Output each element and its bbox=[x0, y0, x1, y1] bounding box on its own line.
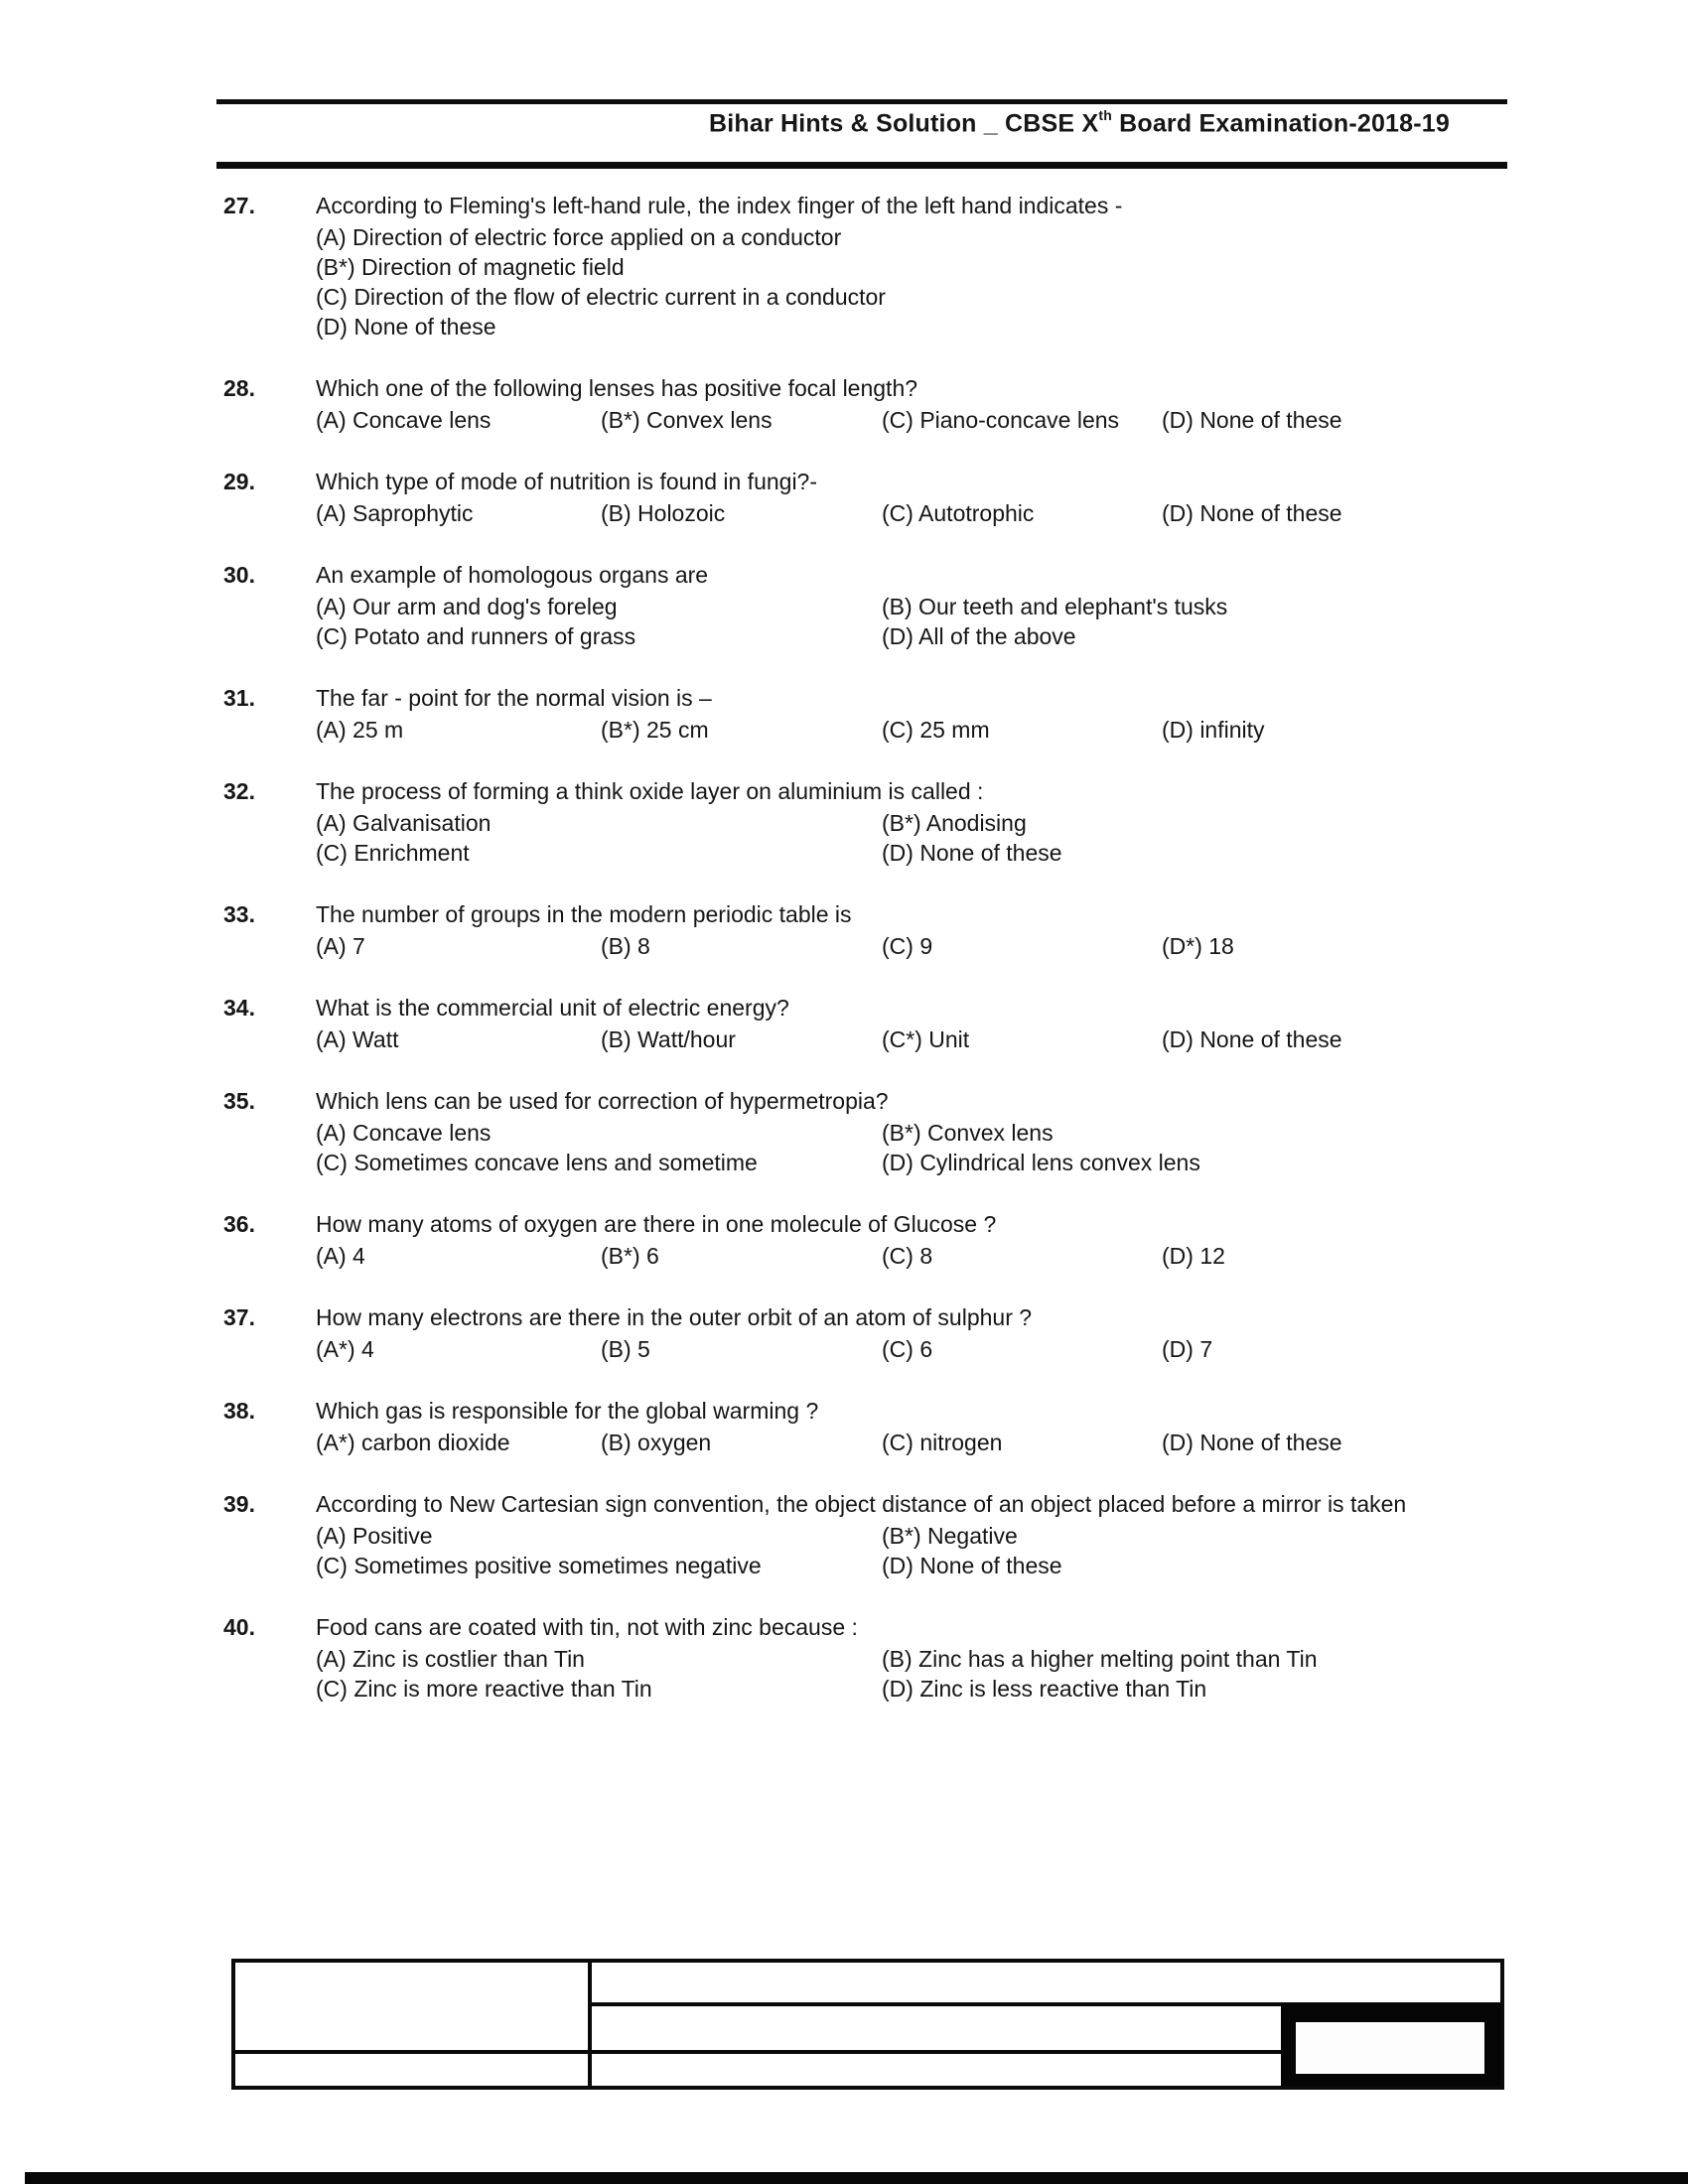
question-number: 37. bbox=[223, 1304, 255, 1330]
question-body bbox=[316, 1396, 1546, 1457]
question-body bbox=[316, 1209, 1546, 1271]
question-block bbox=[223, 899, 1546, 961]
header-rule-bottom bbox=[216, 162, 1507, 169]
question-body bbox=[316, 560, 1546, 651]
question-body bbox=[316, 683, 1546, 745]
option: (D) 7 bbox=[1162, 1336, 1213, 1362]
option: (B*) Negative bbox=[882, 1523, 1018, 1549]
footer-table bbox=[231, 1959, 1504, 2090]
option: (B*) Direction of magnetic field bbox=[316, 254, 625, 280]
question-body bbox=[316, 1612, 1546, 1704]
option: (B) Zinc has a higher melting point than Tin bbox=[882, 1646, 1318, 1672]
option: (D) None of these bbox=[1162, 407, 1342, 433]
option: (B) Watt/hour bbox=[601, 1026, 736, 1052]
option: (A) Concave lens bbox=[316, 407, 492, 433]
option: (B) 5 bbox=[601, 1336, 650, 1362]
option: (C) Direction of the flow of electric current in a conductor bbox=[316, 284, 886, 310]
question-options bbox=[316, 1241, 1546, 1271]
footer-table-stamp-window bbox=[1296, 2022, 1484, 2074]
option: (B*) 6 bbox=[601, 1243, 659, 1269]
question-text: How many electrons are there in the outer orbit of an atom of sulphur ? bbox=[316, 1304, 1033, 1330]
option: (B*) Convex lens bbox=[882, 1120, 1054, 1146]
question-block bbox=[223, 993, 1546, 1054]
question-options bbox=[316, 1521, 1546, 1580]
question-text: The far - point for the normal vision is – bbox=[316, 685, 712, 711]
question-body bbox=[316, 776, 1546, 868]
header-rule-top bbox=[216, 99, 1507, 104]
question-text: The number of groups in the modern periodic table is bbox=[316, 901, 852, 927]
question-block bbox=[223, 1302, 1546, 1364]
question-options bbox=[316, 1334, 1546, 1364]
option: (D) Cylindrical lens convex lens bbox=[882, 1150, 1200, 1175]
option: (C) Autotrophic bbox=[882, 500, 1035, 526]
option: (B) oxygen bbox=[601, 1430, 712, 1455]
question-options bbox=[316, 715, 1546, 745]
questions bbox=[223, 191, 1546, 1735]
question-block bbox=[223, 1396, 1546, 1457]
question-text: According to New Cartesian sign convention, the object distance of an object placed before a mirror is taken bbox=[316, 1491, 1407, 1517]
page-edge-bar bbox=[25, 2172, 1688, 2184]
question-block bbox=[223, 560, 1546, 651]
question-text: According to Fleming's left-hand rule, the index finger of the left hand indicates - bbox=[316, 193, 1123, 218]
question-options bbox=[316, 222, 1546, 341]
question-block bbox=[223, 1612, 1546, 1704]
option: (D) 12 bbox=[1162, 1243, 1225, 1269]
option: (C) Potato and runners of grass bbox=[316, 623, 636, 649]
option: (D) None of these bbox=[1162, 500, 1342, 526]
question-number: 35. bbox=[223, 1088, 255, 1114]
option: (C) Sometimes concave lens and sometime bbox=[316, 1150, 758, 1175]
option: (D) None of these bbox=[1162, 1026, 1342, 1052]
question-text: How many atoms of oxygen are there in one molecule of Glucose ? bbox=[316, 1211, 997, 1237]
footer-table-stamp-block bbox=[1281, 2002, 1500, 2086]
question-text: What is the commercial unit of electric energy? bbox=[316, 995, 789, 1021]
option: (B*) Convex lens bbox=[601, 407, 773, 433]
option: (A) 4 bbox=[316, 1243, 365, 1269]
question-block bbox=[223, 373, 1546, 435]
question-block bbox=[223, 1209, 1546, 1271]
option: (D) Zinc is less reactive than Tin bbox=[882, 1676, 1207, 1702]
question-body bbox=[316, 467, 1546, 528]
question-text: Which one of the following lenses has positive focal length? bbox=[316, 375, 918, 401]
question-body bbox=[316, 1086, 1546, 1177]
option: (D) None of these bbox=[316, 314, 496, 340]
question-number: 40. bbox=[223, 1614, 255, 1640]
question-number: 33. bbox=[223, 901, 255, 927]
question-options bbox=[316, 1428, 1546, 1457]
option: (B) Holozoic bbox=[601, 500, 726, 526]
page-title-tail: Board Examination-2018-19 bbox=[1111, 109, 1450, 138]
option: (D) infinity bbox=[1162, 717, 1265, 743]
option: (A) Positive bbox=[316, 1523, 433, 1549]
option: (C) 25 mm bbox=[882, 717, 990, 743]
option: (A) 25 m bbox=[316, 717, 404, 743]
question-number: 30. bbox=[223, 562, 255, 588]
option: (A) Concave lens bbox=[316, 1120, 492, 1146]
question-options bbox=[316, 592, 1546, 651]
option: (C) 9 bbox=[882, 933, 933, 959]
option: (A) 7 bbox=[316, 933, 365, 959]
option: (C) Sometimes positive sometimes negative bbox=[316, 1553, 762, 1578]
question-number: 38. bbox=[223, 1398, 255, 1424]
option: (D*) 18 bbox=[1162, 933, 1234, 959]
option: (C) Zinc is more reactive than Tin bbox=[316, 1676, 652, 1702]
question-number: 34. bbox=[223, 995, 255, 1021]
option: (D) None of these bbox=[882, 840, 1062, 866]
page-title-superscript: th bbox=[1098, 107, 1112, 123]
footer-table-vertical-divider bbox=[588, 1963, 592, 2086]
option: (C) 6 bbox=[882, 1336, 933, 1362]
question-body bbox=[316, 1302, 1546, 1364]
question-number: 29. bbox=[223, 469, 255, 494]
question-body bbox=[316, 993, 1546, 1054]
question-block bbox=[223, 776, 1546, 868]
option: (A*) 4 bbox=[316, 1336, 374, 1362]
option: (C) Piano-concave lens bbox=[882, 407, 1120, 433]
footer-table-left-row-divider bbox=[235, 2050, 588, 2054]
option: (A) Direction of electric force applied on a conductor bbox=[316, 224, 842, 250]
question-options bbox=[316, 931, 1546, 961]
question-body bbox=[316, 373, 1546, 435]
question-block bbox=[223, 191, 1546, 341]
question-text: An example of homologous organs are bbox=[316, 562, 709, 588]
option: (A*) carbon dioxide bbox=[316, 1430, 510, 1455]
question-text: Which type of mode of nutrition is found in fungi?- bbox=[316, 469, 818, 494]
question-block bbox=[223, 1086, 1546, 1177]
question-body bbox=[316, 899, 1546, 961]
question-number: 39. bbox=[223, 1491, 255, 1517]
question-text: Food cans are coated with tin, not with zinc because : bbox=[316, 1614, 858, 1640]
question-options bbox=[316, 1024, 1546, 1054]
question-number: 36. bbox=[223, 1211, 255, 1237]
option: (A) Galvanisation bbox=[316, 810, 492, 836]
option: (D) None of these bbox=[1162, 1430, 1342, 1455]
option: (B) Our teeth and elephant's tusks bbox=[882, 594, 1228, 619]
option: (D) All of the above bbox=[882, 623, 1076, 649]
page-title bbox=[216, 109, 1450, 138]
question-text: Which gas is responsible for the global warming ? bbox=[316, 1398, 819, 1424]
option: (B*) 25 cm bbox=[601, 717, 709, 743]
option: (B) 8 bbox=[601, 933, 650, 959]
question-block bbox=[223, 683, 1546, 745]
page-title-main: Bihar Hints & Solution _ CBSE X bbox=[708, 109, 1099, 138]
question-block bbox=[223, 467, 1546, 528]
question-options bbox=[316, 808, 1546, 868]
question-options bbox=[316, 405, 1546, 435]
option: (A) Our arm and dog's foreleg bbox=[316, 594, 618, 619]
option: (D) None of these bbox=[882, 1553, 1062, 1578]
footer-table-right-mid-divider bbox=[592, 2050, 1285, 2054]
question-number: 28. bbox=[223, 375, 255, 401]
question-block bbox=[223, 1489, 1546, 1580]
question-options bbox=[316, 1118, 1546, 1177]
option: (A) Zinc is costlier than Tin bbox=[316, 1646, 585, 1672]
question-options bbox=[316, 498, 1546, 528]
option: (C) nitrogen bbox=[882, 1430, 1003, 1455]
option: (A) Watt bbox=[316, 1026, 399, 1052]
question-number: 31. bbox=[223, 685, 255, 711]
option: (C) Enrichment bbox=[316, 840, 470, 866]
option: (B*) Anodising bbox=[882, 810, 1027, 836]
option: (A) Saprophytic bbox=[316, 500, 474, 526]
question-options bbox=[316, 1644, 1546, 1704]
question-number: 27. bbox=[223, 193, 255, 218]
question-number: 32. bbox=[223, 778, 255, 804]
question-text: The process of forming a think oxide layer on aluminium is called : bbox=[316, 778, 984, 804]
option: (C*) Unit bbox=[882, 1026, 970, 1052]
question-text: Which lens can be used for correction of hypermetropia? bbox=[316, 1088, 889, 1114]
question-body bbox=[316, 191, 1546, 341]
question-body bbox=[316, 1489, 1546, 1580]
option: (C) 8 bbox=[882, 1243, 933, 1269]
